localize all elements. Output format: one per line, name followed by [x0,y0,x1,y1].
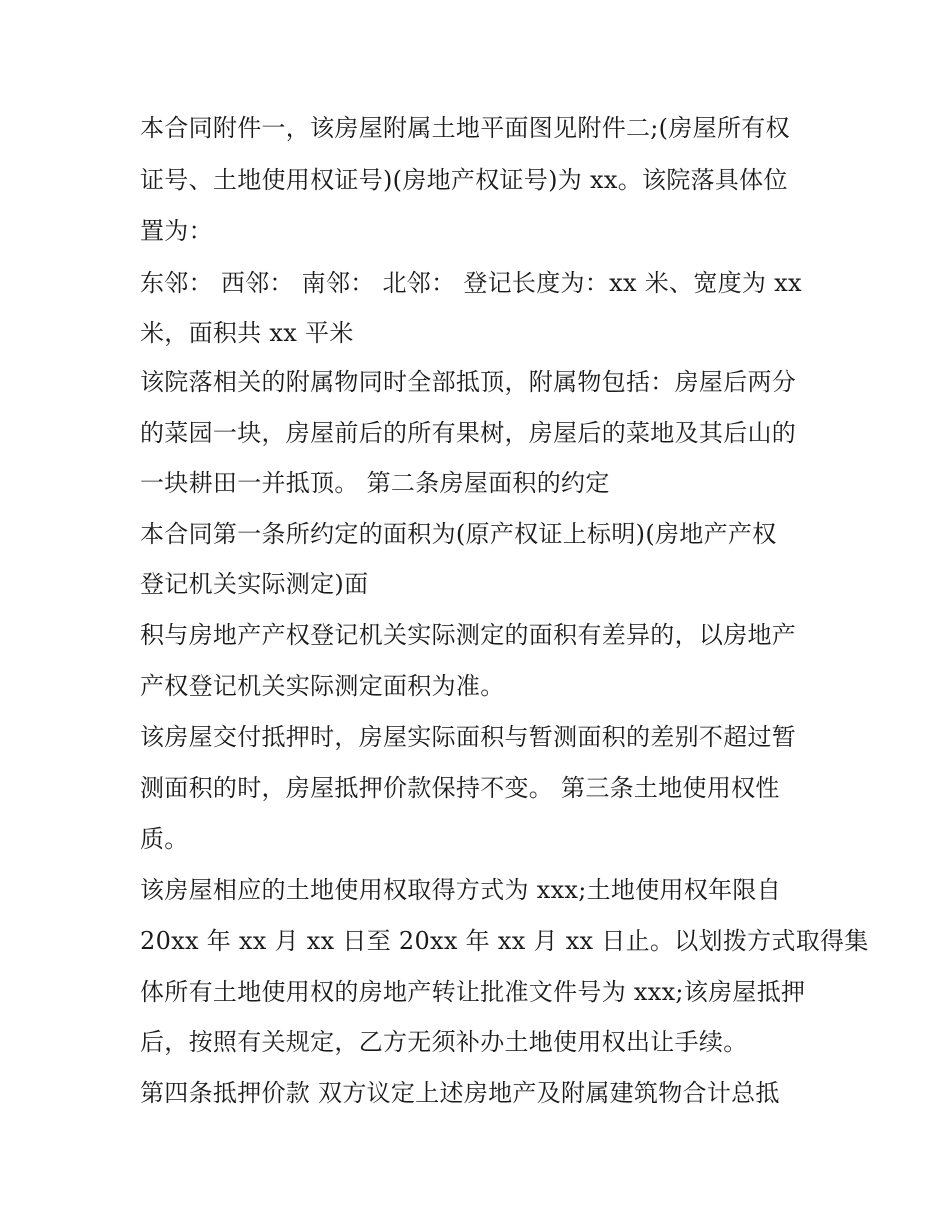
text-line: 体所有土地使用权的房地产转让批准文件号为 xxx;该房屋抵押 [140,978,806,1006]
text-line: 20xx 年 xx 月 xx 日至 20xx 年 xx 月 xx 日止。以划拨方式取得集 [140,927,869,955]
text-line: 该院落相关的附属物同时全部抵顶，附属物包括：房屋后两分 [140,368,797,396]
text-line: 一块耕田一并抵顶。 第二条房屋面积的约定 [140,469,610,497]
text-line: 置为： [140,217,213,245]
text-line: 本合同附件一，该房屋附属土地平面图见附件二;(房屋所有权 [140,114,790,142]
text-line: 东邻： 西邻： 南邻： 北邻： 登记长度为：xx 米、宽度为 xx [140,269,802,297]
text-line: 证号、土地使用权证号)(房地产权证号)为 xx。该院落具体位 [140,166,788,194]
text-line: 后，按照有关规定，乙方无须补办土地使用权出让手续。 [140,1028,748,1056]
text-line: 积与房地产产权登记机关实际测定的面积有差异的，以房地产 [140,621,797,649]
text-line: 该房屋相应的土地使用权取得方式为 xxx;土地使用权年限自 [140,876,782,904]
text-line: 登记机关实际测定)面 [140,570,369,598]
text-line: 的菜园一块，房屋前后的所有果树，房屋后的菜地及其后山的 [140,419,797,447]
text-line: 质。 [140,825,189,853]
text-line: 测面积的时，房屋抵押价款保持不变。 第三条土地使用权性 [140,774,780,802]
text-line: 本合同第一条所约定的面积为(原产权证上标明)(房地产产权 [140,520,777,548]
text-line: 米，面积共 xx 平米 [140,319,354,347]
text-line: 产权登记机关实际测定面积为准。 [140,672,505,700]
text-line: 该房屋交付抵押时，房屋实际面积与暂测面积的差别不超过暂 [140,723,797,751]
text-line: 第四条抵押价款 双方议定上述房地产及附属建筑物合计总抵 [140,1079,780,1107]
